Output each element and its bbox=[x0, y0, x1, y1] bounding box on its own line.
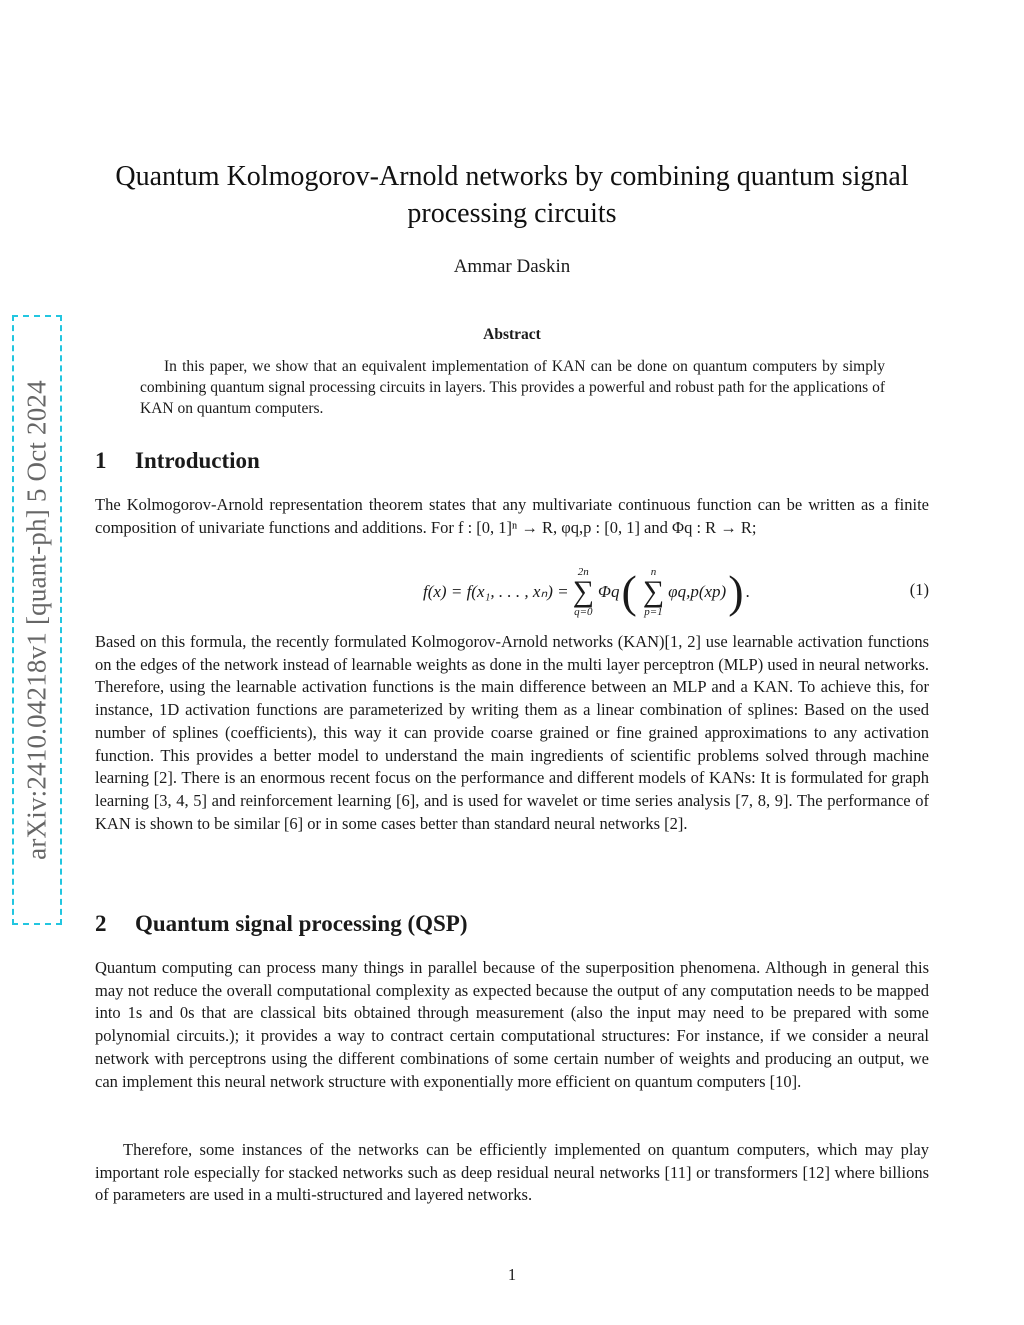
qsp-paragraph-1: Quantum computing can process many things in parallel because of the superposition phenomena. Although in general this may not reduce the overall computational complexity as expected because the output of any computation needs to be mapped into 1s and 0s that are classical bits obtained through measurement (also the input may need to be prepared with some polynomial circuits.); it provides a way to contract certain computational structures: For instance, if we consider a neural network with perceptrons using the different combinations of some certain number of weights and producing an output, we can implement this neural network structure with exponentially more efficient on quantum computers [10]. bbox=[95, 958, 929, 1091]
equation-lhs: f(x) = f(x₁, . . . , xₙ) = bbox=[423, 582, 569, 601]
equation-number: (1) bbox=[909, 580, 929, 599]
sum-symbol: ∑ bbox=[642, 575, 665, 608]
outer-sum-upper: 2n bbox=[577, 566, 589, 578]
sum-symbol: ∑ bbox=[572, 575, 594, 608]
section-number: 1 bbox=[95, 448, 107, 473]
equation-formula bbox=[423, 560, 750, 624]
section-title: Quantum signal processing (QSP) bbox=[135, 911, 468, 936]
author-name: Ammar Daskin bbox=[453, 256, 571, 277]
outer-sum bbox=[573, 566, 594, 618]
intro-paragraph-2: Based on this formula, the recently formulated Kolmogorov-Arnold networks (KAN)[1, 2] use learnable activation functions on the edges of the network instead of learnable weights as done in the multi layer perceptron (MLP) used in neural networks. Therefore, using the learnable activation functions is the main difference between an MLP and a KAN. To achieve this, for instance, 1D activation functions are parameterized by writing them as a linear combination of splines: Based on the used number of splines (coefficients), this way it can provide coarse grained or fine grained approximations to any activation function. This provides a better model to understand the main ingredients of scientific problems solved through machine learning [2]. There is an enormous recent focus on the performance and different models of KANs: It is formulated for graph learning [3, 4, 5] and reinforcement learning [6], and is used for wavelet or time series analysis [7, 8, 9]. The performance of KAN is shown to be similar [6] or in some cases better than standard neural networks [2]. bbox=[95, 632, 929, 833]
inner-term: φq,p(xp) bbox=[668, 582, 727, 601]
arxiv-stamp bbox=[12, 315, 62, 925]
title-line-1: Quantum Kolmogorov-Arnold networks by combining quantum signal bbox=[115, 161, 909, 192]
arxiv-identifier: arXiv:2410.04218v1 [quant-ph] 5 Oct 2024 bbox=[21, 380, 52, 860]
qsp-paragraph-2: Therefore, some instances of the networks can be efficiently implemented on quantum computers, which may play important role especially for stacked networks such as deep residual neural networks [11] or transformers [12] where billions of parameters are used in a multi-structured and layered networks. bbox=[95, 1140, 929, 1205]
title-line-2: processing circuits bbox=[407, 198, 617, 229]
section-title: Introduction bbox=[135, 448, 260, 473]
section-number: 2 bbox=[95, 911, 107, 936]
equation-period: . bbox=[745, 582, 750, 601]
outer-sum-lower: q=0 bbox=[574, 606, 593, 618]
equation-1 bbox=[95, 560, 929, 624]
left-paren: ( bbox=[621, 566, 637, 617]
abstract-heading: Abstract bbox=[483, 326, 541, 343]
section-heading-qsp bbox=[95, 911, 468, 937]
section-heading-introduction bbox=[95, 448, 260, 474]
page-number: 1 bbox=[507, 1265, 517, 1284]
right-paren: ) bbox=[728, 566, 744, 617]
inner-sum bbox=[643, 566, 664, 618]
paper-title bbox=[95, 158, 929, 232]
abstract-body: In this paper, we show that an equivalent implementation of KAN can be done on quantum computers by simply combining quantum signal processing circuits in layers. This provides a powerful and robust path for the applications of KAN on quantum computers. bbox=[140, 358, 885, 417]
intro-paragraph-1: The Kolmogorov-Arnold representation theorem states that any multivariate continuous function can be written as a finite composition of univariate functions and additions. For f : [0, 1]ⁿ → R, φq,p : [0, 1] and Φq : R → R; bbox=[95, 495, 929, 537]
outer-function: Φq bbox=[598, 582, 620, 601]
inner-sum-upper: n bbox=[650, 566, 657, 578]
inner-sum-lower: p=1 bbox=[644, 606, 663, 618]
